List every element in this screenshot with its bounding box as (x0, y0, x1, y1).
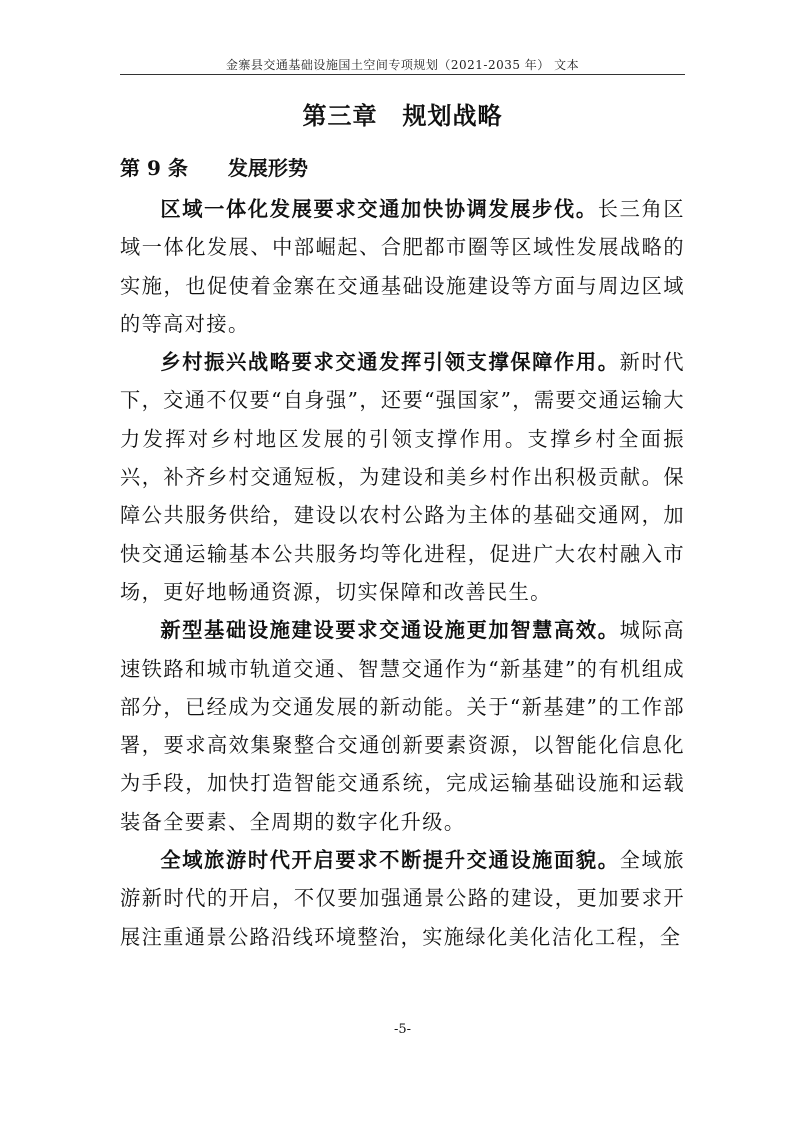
paragraph-text: 长三角区域一体化发展、中部崛起、合肥都市圈等区域性发展战略的实施，也促使着金寨在交通基础设施建设等方面与周边区域的等高对接。 (120, 197, 685, 336)
paragraph-new-infrastructure (120, 611, 685, 841)
paragraph-text: 新时代下，交通不仅要“自身强”，还要“强国家”，需要交通运输大力发挥对乡村地区发展的引领支撑作用。支撑乡村全面振兴，补齐乡村交通短板，为建设和美乡村作出积极贡献。保障公共服务供给，建设以农村公路为主体的基础交通网，加快交通运输基本公共服务均等化进程，促进广大农村融入市场，更好地畅通资源，切实保障和改善民生。 (120, 350, 685, 604)
paragraph-regional-integration (120, 190, 685, 343)
paragraph-text: 城际高速铁路和城市轨道交通、智慧交通作为“新基建”的有机组成部分，已经成为交通发展的新动能。关于“新基建”的工作部署，要求高效集聚整合交通创新要素资源，以智能化信息化为手段，加快打造智能交通系统，完成运输基础设施和运载装备全要素、全周期的数字化升级。 (120, 618, 685, 834)
article-heading: 第 9 条 发展形势 (120, 156, 308, 180)
running-header: 金寨县交通基础设施国土空间专项规划（2021-2035 年） 文本 (225, 58, 580, 72)
paragraph-all-area-tourism (120, 841, 685, 956)
paragraph-rural-revitalization (120, 343, 685, 611)
chapter-title: 第三章 规划战略 (302, 101, 503, 130)
paragraph-lead: 乡村振兴战略要求交通发挥引领支撑保障作用。 (160, 350, 620, 375)
paragraph-text: 全域旅游新时代的开启，不仅要加强通景公路的建设，更加要求开展注重通景公路沿线环境整治，实施绿化美化洁化工程，全 (120, 848, 685, 949)
paragraph-lead: 全域旅游时代开启要求不断提升交通设施面貌。 (160, 848, 620, 873)
paragraph-lead: 区域一体化发展要求交通加快协调发展步伐。 (160, 197, 598, 221)
header-divider (120, 74, 685, 75)
paragraph-lead: 新型基础设施建设要求交通设施更加智慧高效。 (160, 618, 620, 643)
body-text (120, 190, 685, 956)
page-number: -5- (393, 1022, 412, 1037)
